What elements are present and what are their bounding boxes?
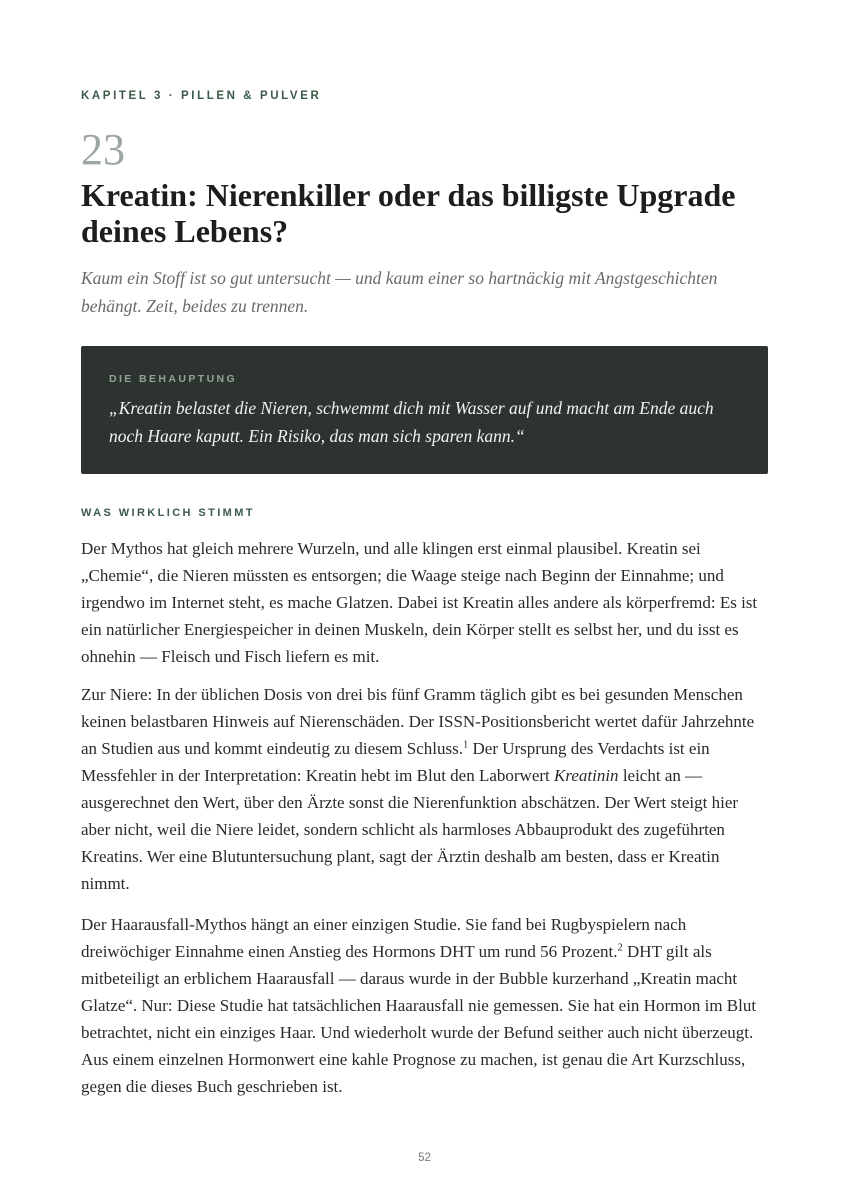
paragraph-text: Zur Niere: In der üblichen Dosis von drei bis fünf Gramm täglich gibt es bei gesunden Menschen keinen belastbaren Hinweis auf Nierenschäden. Der ISSN-Positionsbericht wertet dafür Jahrzehnte an Studien aus und kommt eindeutig zu diesem Schluss.	[81, 685, 755, 758]
claim-box	[81, 346, 768, 474]
chapter-kicker: KAPITEL 3 · PILLEN & PULVER	[81, 90, 322, 102]
page-title: Kreatin: Nierenkiller oder das billigste Upgrade deines Lebens?	[81, 177, 736, 249]
paragraph-text: Der Haarausfall-Mythos hängt an einer einzigen Studie. Sie fand bei Rugbyspielern nach dreiwöchiger Einnahme einen Anstieg des Hormons DHT um rund 56 Prozent.	[81, 915, 687, 961]
paragraph-text: DHT gilt als mitbeteiligt an erblichem Haarausfall — daraus wurde in der Bubble kurzerhand „Kreatin macht Glatze“. Nur: Diese Studie hat tatsächlichen Haarausfall nie gemessen. Sie hat ein Hormon im Blut betrachtet, nicht ein einziges Haar. Und wiederholt wurde der Befund seither auch nicht überzeugt. Aus einem einzelnen Hormonwert eine kahle Prognose zu machen, ist genau die Art Kurzschluss, gegen die dieses Buch geschrieben ist.	[81, 942, 757, 1096]
subtitle: Kaum ein Stoff ist so gut untersucht — und kaum einer so hartnäckig mit Angstgeschichten behängt. Zeit, beides zu trennen.	[81, 268, 718, 316]
body-paragraph-1: Der Mythos hat gleich mehrere Wurzeln, und alle klingen erst einmal plausibel. Kreatin sei „Chemie“, die Nieren müssten es entsorgen; die Waage steige nach Beginn der Einnahme; und irgendwo im Internet steht, es mache Glatzen. Dabei ist Kreatin alles andere als körperfremd: Es ist ein natürlicher Energiespeicher in deinen Muskeln, dein Körper stellt es selbst her, und du isst es ohnehin — Fleisch und Fisch liefern es mit.	[81, 539, 758, 666]
footnote-ref-2: 2	[617, 942, 623, 954]
section-heading: WAS WIRKLICH STIMMT	[81, 507, 255, 519]
body-paragraph-2	[81, 681, 768, 897]
claim-label: DIE BEHAUPTUNG	[109, 373, 238, 385]
footnote-ref-1: 1	[463, 739, 469, 751]
emphasis-term: Kreatinin	[554, 766, 619, 785]
paragraph-text: Der Ursprung des Verdachts ist ein Messfehler in der Interpretation: Kreatin hebt im Blut den Laborwert	[81, 739, 710, 785]
chapter-number: 23	[81, 125, 125, 174]
body-paragraph-3	[81, 911, 768, 1100]
claim-text: „Kreatin belastet die Nieren, schwemmt dich mit Wasser auf und macht am Ende auch noch Haare kaputt. Ein Risiko, das man sich sparen kann.“	[109, 398, 714, 446]
page-number: 52	[418, 1152, 431, 1164]
paragraph-text: leicht an — ausgerechnet den Wert, über den Ärzte sonst die Nierenfunktion abschätzen. Der Wert steigt hier aber nicht, weil die Niere leidet, sondern schlicht als harmloses Abbauprodukt des zugeführten Kreatins. Wer eine Blutuntersuchung plant, sagt der Ärztin deshalb am besten, dass er Kreatin nimmt.	[81, 766, 739, 893]
